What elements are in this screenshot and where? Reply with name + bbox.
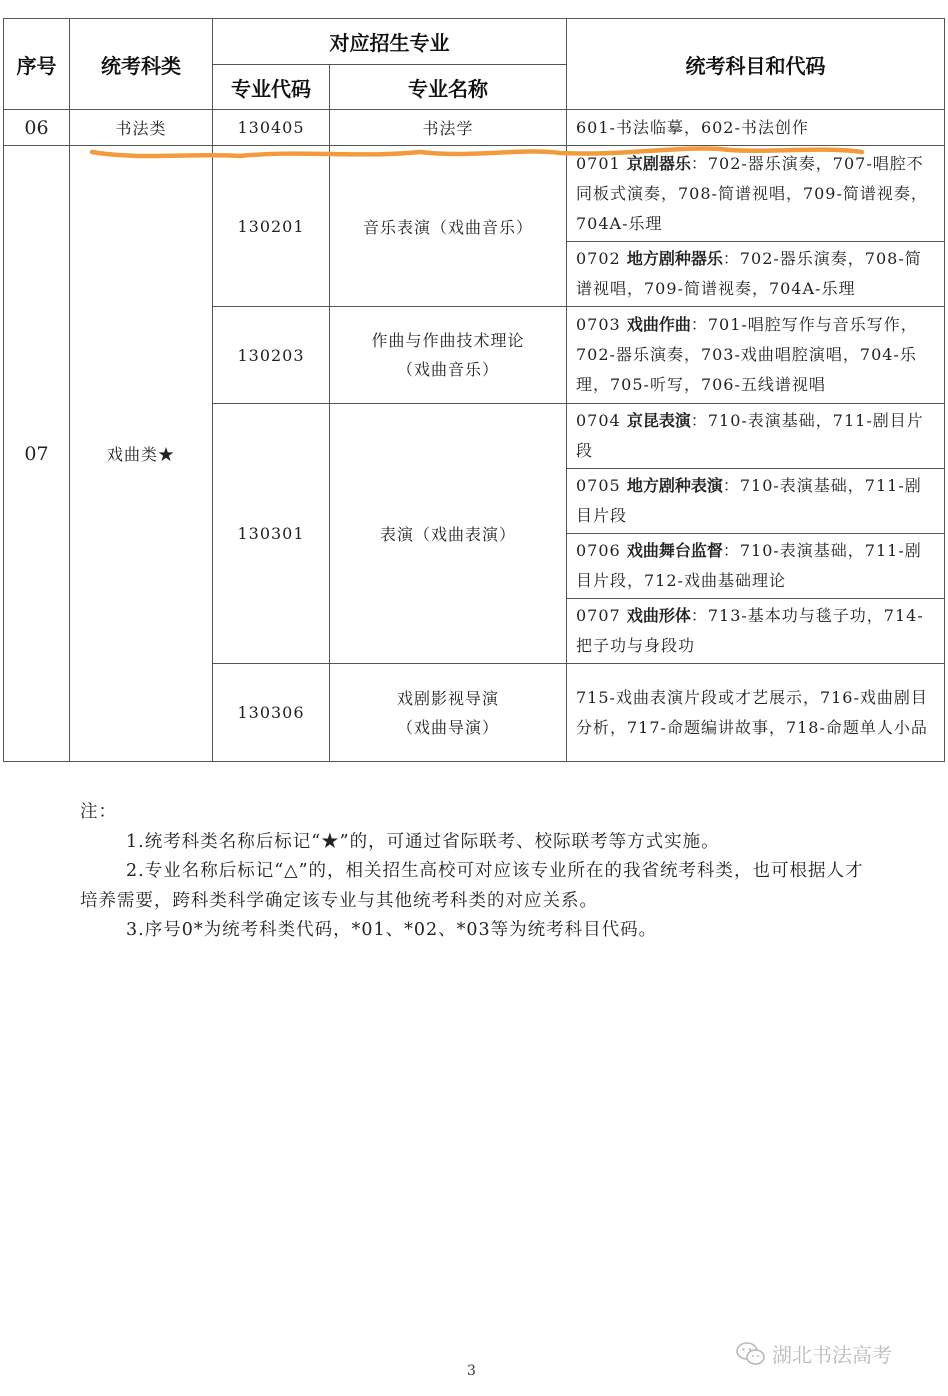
major-code-cell: 130405 (213, 110, 330, 146)
major-code-cell: 130203 (213, 307, 330, 404)
major-code-cell: 130201 (213, 146, 330, 307)
category-cell: 戏曲类★ (70, 146, 213, 762)
watermark (736, 1339, 892, 1368)
subjects-cell: 601-书法临摹，602-书法创作 (567, 110, 945, 146)
header-category: 统考科类 (70, 19, 213, 110)
header-major-group: 对应招生专业 (213, 19, 567, 65)
subject-title: 京昆表演 (626, 411, 691, 430)
subject-entry: 0703 戏曲作曲：701-唱腔写作与音乐写作，702-器乐演奏，703-戏曲唱腔演唱，704-乐理，705-听写，706-五线谱视唱 (567, 307, 945, 404)
notes-section (80, 798, 880, 946)
header-subjects: 统考科目和代码 (567, 19, 945, 110)
subject-entry: 0706 戏曲舞台监督：710-表演基础，711-剧目片段，712-戏曲基础理论 (567, 534, 945, 599)
seq-cell: 07 (4, 146, 70, 762)
header-major-code: 专业代码 (213, 65, 330, 110)
subject-title: 地方剧种器乐 (626, 249, 723, 268)
subject-title: 戏曲舞台监督 (626, 541, 723, 560)
major-name-cell: 表演（戏曲表演） (330, 404, 567, 664)
subject-title: 京剧器乐 (626, 153, 691, 173)
notes-title: 注： (80, 802, 117, 822)
major-name-cell: 戏剧影视导演 （戏曲导演） (330, 664, 567, 762)
subject-entry: 0702 地方剧种器乐：702-器乐演奏，708-简谱视唱，709-简谱视奏，704A-乐理 (567, 242, 945, 307)
subject-entry: 715-戏曲表演片段或才艺展示，716-戏曲剧目分析，717-命题编讲故事，718-命题单人小品 (567, 664, 945, 762)
table-row-07 (4, 146, 945, 242)
major-name-cell: 作曲与作曲技术理论 （戏曲音乐） (330, 307, 567, 404)
subject-entry: 0701 京剧器乐：702-器乐演奏，707-唱腔不同板式演奏，708-简谱视唱，709-简谱视奏，704A-乐理 (567, 146, 945, 242)
header-major-name: 专业名称 (330, 65, 567, 110)
subject-entry: 0704 京昆表演：710-表演基础，711-剧目片段 (567, 404, 945, 469)
table-row-06 (4, 110, 945, 146)
note-2: 2.专业名称后标记“△”的，相关招生高校可对应该专业所在的我省统考科类，也可根据人才培养需要，跨科类科学确定该专业与其他统考科类的对应关系。 (80, 861, 864, 911)
note-1: 1.统考科类名称后标记“★”的，可通过省际联考、校际联考等方式实施。 (126, 831, 720, 852)
major-name-cell: 书法学 (330, 110, 567, 146)
note-3: 3.序号0*为统考科类代码，*01、*02、*03等为统考科目代码。 (126, 920, 658, 940)
category-cell: 书法类 (70, 110, 213, 146)
subject-entry: 0705 地方剧种表演：710-表演基础，711-剧目片段 (567, 469, 945, 534)
page-number: 3 (467, 1363, 476, 1379)
subject-entry: 0707 戏曲形体：713-基本功与毯子功，714-把子功与身段功 (567, 599, 945, 664)
seq-cell: 06 (4, 110, 70, 146)
major-code-cell: 130301 (213, 404, 330, 664)
header-seq: 序号 (4, 19, 70, 110)
subject-title: 地方剧种表演 (626, 476, 723, 495)
major-name-cell: 音乐表演（戏曲音乐） (330, 146, 567, 307)
subject-title: 戏曲形体 (626, 606, 691, 625)
watermark-text: 湖北书法高考 (772, 1343, 892, 1367)
major-code-cell: 130306 (213, 664, 330, 762)
subject-title: 戏曲作曲 (626, 315, 691, 334)
wechat-icon (736, 1341, 766, 1367)
exam-category-table (3, 18, 945, 762)
